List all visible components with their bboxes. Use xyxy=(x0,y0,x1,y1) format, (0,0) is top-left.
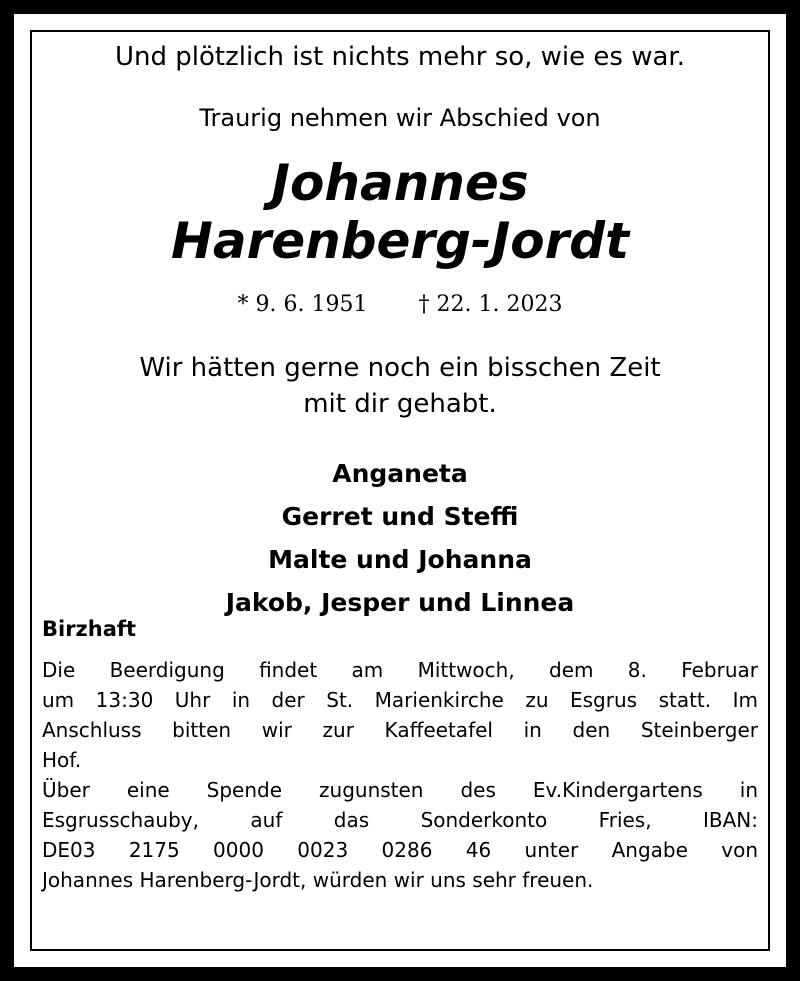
funeral-line: Hof. xyxy=(42,748,82,772)
donation-line: DE03 2175 0000 0023 0286 46 unter Angabe von xyxy=(42,838,758,862)
donation-line: Johannes Harenberg-Jordt, würden wir uns sehr freuen. xyxy=(42,868,594,892)
funeral-line: Die Beerdigung findet am Mittwoch, dem 8. Februar xyxy=(42,658,758,682)
family-member: Jakob, Jesper und Linnea xyxy=(225,588,575,617)
donation-line: Über eine Spende zugunsten des Ev.Kindergartens in xyxy=(42,778,758,802)
family-list xyxy=(32,452,768,624)
farewell-line: Traurig nehmen wir Abschied von xyxy=(199,104,601,132)
birth-date: * 9. 6. 1951 xyxy=(237,292,368,317)
donation-line: Esgrusschauby, auf das Sonderkonto Fries, IBAN: xyxy=(42,808,758,832)
death-date: † 22. 1. 2023 xyxy=(418,292,563,317)
life-dates xyxy=(32,292,768,317)
name-first: Johannes xyxy=(271,154,529,212)
notice-frame xyxy=(30,30,770,951)
family-member: Malte und Johanna xyxy=(268,545,532,574)
family-member: Anganeta xyxy=(332,459,468,488)
quote-line-2: mit dir gehabt. xyxy=(303,389,497,419)
intro-line: Und plötzlich ist nichts mehr so, wie es war. xyxy=(114,42,685,72)
funeral-information xyxy=(42,655,758,895)
obituary-notice xyxy=(14,14,786,967)
deceased-name xyxy=(32,154,768,270)
funeral-line: Anschluss bitten wir zur Kaffeetafel in den Steinberger xyxy=(42,718,758,742)
funeral-line: um 13:30 Uhr in der St. Marienkirche zu Esgrus statt. Im xyxy=(42,688,758,712)
name-last: Harenberg-Jordt xyxy=(171,212,629,270)
family-member: Gerret und Steffi xyxy=(281,502,519,531)
quote-line-1: Wir hätten gerne noch ein bisschen Zeit xyxy=(139,353,661,383)
place-name: Birzhaft xyxy=(42,617,137,641)
memorial-quote xyxy=(32,350,768,422)
